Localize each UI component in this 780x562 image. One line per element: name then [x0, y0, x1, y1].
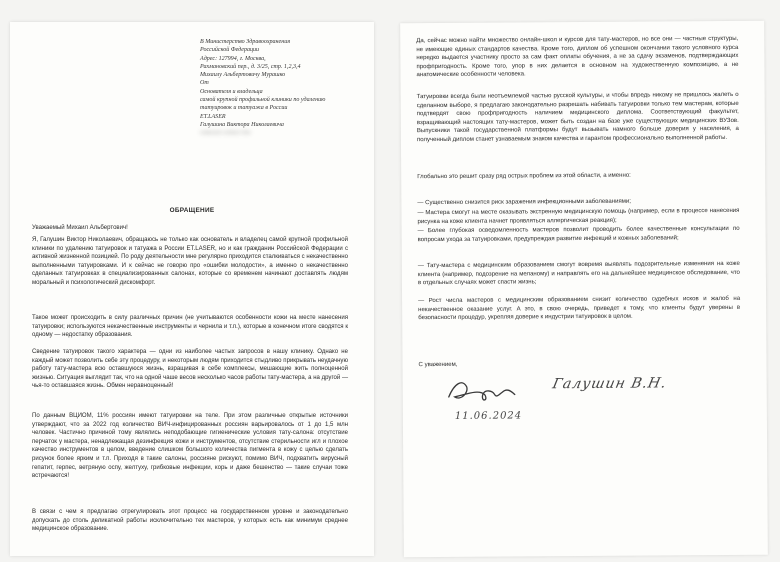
- closing: С уважением,: [418, 361, 458, 369]
- body-paragraph: Такое может происходить в силу различных причин (не учитываются особенности кожи на месте нанесения татуировки; используются некачественные инструменты и чернила и т.п.), которые в конечном итоге сводятся к одному — недостатку образования.: [32, 315, 348, 339]
- body-paragraph: Глобально это решит сразу ряд острых проблем из этой области, а именно:: [417, 172, 631, 181]
- letter-page-1: [10, 22, 374, 556]
- redacted-contact: redacted contact line: [200, 130, 251, 137]
- handwritten-signature: [445, 374, 517, 405]
- body-paragraph: По данным ВЦИОМ, 11% россиян имеют татуировки на теле. При этом различные открытые источники утверждают, что за 2022 год количество ВИЧ-инфицированных россиян варьировалось от 1 до 1,5 млн человек. Частично причиной тому являлись неподобающие гигиенические условия тату-салона: отсутствие перчаток у мастера, ненадлежащая дезинфекция кожи и инструментов, отсутствие стерильности игл и плохое качество инструментов в целом, введение слишком большого количества пигмента в кожу с целью сделать рисунок более ярким и т.п. Приходя в такие салоны, россияне рискуют, помимо ВИЧ, подхватить вирусный гепатит, герпес, ветряную оспу, желтуху, грибковые инфекции, корь и даже бешенство — такие случаи тоже встречаются!: [32, 413, 348, 480]
- addressee-line: В Министерство Здравоохранения: [200, 39, 291, 45]
- signature-date: 11.06.2024: [454, 410, 523, 422]
- addressee-block: [200, 38, 366, 138]
- addressee-line: ET.LASER: [200, 113, 226, 120]
- addressee-line: Михаилу Альбертовичу Мурашко: [200, 72, 286, 79]
- addressee-line: Галушина Виктора Николаевича: [200, 121, 284, 128]
- addressee-line: От: [200, 80, 209, 87]
- addressee-line: Российской Федерации: [200, 47, 260, 54]
- list-item: — Рост числа мастеров с медицинским образованием снизит количество судебных исков и жалоб на некачественное оказание услуг. А это, в свою очередь, приведет к тому, что клиенты будут уверены в безопасности процедур, укрепляя доверие к индустрии татуировок в целом.: [418, 295, 741, 322]
- list-item: — Существенно снизится риск заражения инфекционными заболеваниями;: [417, 198, 632, 207]
- body-paragraph: Я, Галушин Виктор Николаевич, обращаюсь не только как основатель и владелец самой крупной профильной клиники по удалению татуировок и татуажа в России ET.LASER, но и как гражданин Российской Федерации с активной жизненной позицией. По роду деятельности мне регулярно приходится сталкиваться с некачественно выполненными татуировками. И к сейчас не говорю про «ошибки молодости», а именно о некачественно сделанных татуировках в специализированных салонах, которые со временем начинают доставлять людям моральный и психологический дискомфорт.: [32, 237, 348, 286]
- body-paragraph: Татуировки всегда были неотъемлемой частью русской культуры, и чтобы впредь никому не пришлось жалеть о сделанном выборе, я предлагаю законодательно разрешать набивать татуировки только тем мастерам, которые подтвердят свою профпригодность наличием медицинского диплома. Соответствующий факультет, взращивающий настоящих тату-мастеров, может быть создан на базе уже существующих медицинских ВУЗов. Выпускники такой государственной платформы будут вызывать намного больше доверия у населения, а полученный диплом станет узнаваемым знаком качества и гарантом профессионально выполненной работы.: [416, 91, 739, 144]
- list-item: — Более глубокая осведомленность мастеров позволит проводить более качественные консультации по вопросам ухода за татуировками, предупреждая развитие инфекций и кожных заболеваний;: [417, 225, 740, 243]
- addressee-line: Рахмановский пер., д. 3/25, стр. 1,2,3,4: [200, 63, 301, 70]
- letter-title: ОБРАЩЕНИЕ: [169, 207, 215, 214]
- addressee-line: татуировок и татуажа в России: [200, 105, 288, 112]
- addressee-line: Адрес: 127994, г. Москва,: [200, 55, 266, 62]
- list-item: — Мастера смогут на месте оказывать экстренную медицинскую помощь (например, если в процессе нанесения рисунка на коже клиента начнет проявляться аллергическая реакция);: [417, 207, 740, 225]
- body-paragraph: Сведение татуировок такого характера — одни из наиболее частых запросов в нашу клинику. Однако не каждый может позволить себе эту процедуру, и некоторым людям приходится стыдливо прикрывать неудачную работу тату-мастера всю оставшуюся жизнь, взращивая в себе комплексы, мешающие жить полноценной жизнью. Ситуация выглядит так, что на одной чаше весов несколько часов работы тату-мастера, а на другой — чья-то оставшаяся жизнь. Обмен неравноценный!: [32, 349, 348, 390]
- signature-name: Галушин В.Н.: [551, 375, 669, 393]
- body-paragraph: Да, сейчас можно найти множество онлайн-школ и курсов для тату-мастеров, но все они — частные структуры, не имеющие единых стандартов качества. Кроме того, диплом об успешном окончании такого условного курса нередко выдается участнику просто за сам факт оплаты обучения, а не за сдачу экзаменов, подтверждающих профпригодность. Кроме того, упор в них делается в основном на художественную композицию, а не анатомические особенности человека.: [416, 35, 739, 79]
- addressee-line: Основателя и владельца: [200, 88, 263, 95]
- letter-page-2: [400, 21, 768, 558]
- list-item: — Тату-мастера с медицинским образованием смогут вовремя выявлять подозрительные изменения на коже клиента (например, подозрение на меланому) и направлять его на дальнейшее медицинское обследование, что в отдельных случаях может спасти жизнь;: [417, 260, 740, 287]
- body-paragraph: В связи с чем я предлагаю отрегулировать этот процесс на государственном уровне и законодательно допускать до столь деликатной работы исключительно тех мастеров, у которых есть как минимум среднее медицинское образование.: [32, 509, 348, 533]
- greeting: Уважаемый Михаил Альбертович!: [32, 225, 128, 231]
- addressee-line: самой крупной профильной клиники по удалению: [200, 97, 326, 104]
